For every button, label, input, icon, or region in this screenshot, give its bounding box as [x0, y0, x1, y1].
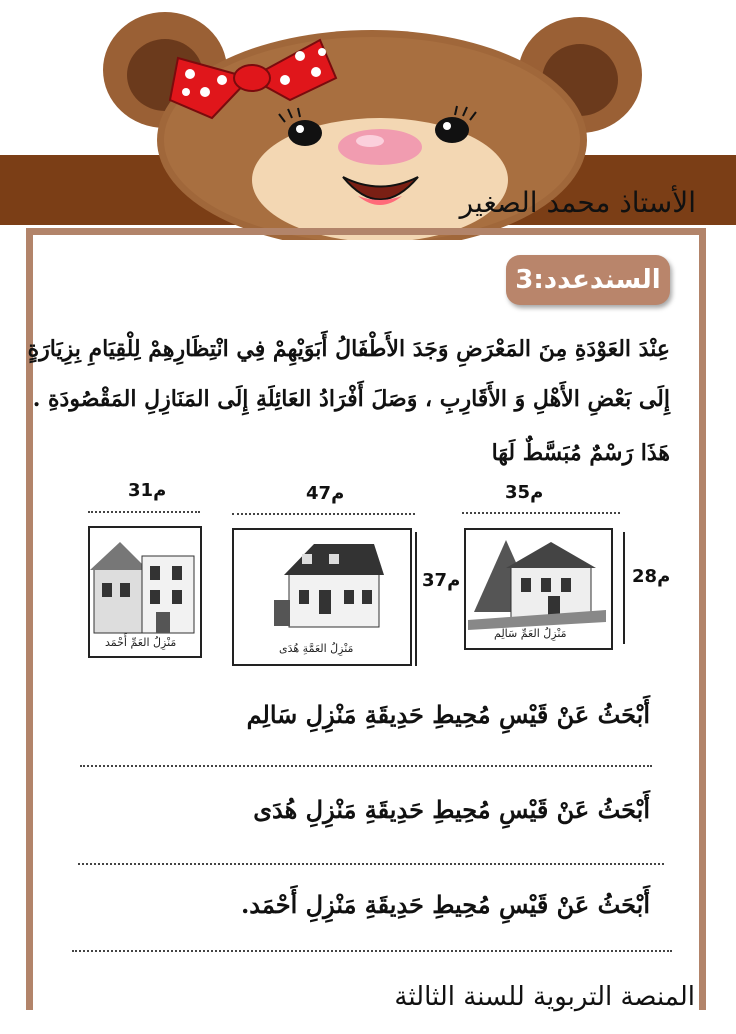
house-ahmed-width-line — [88, 511, 200, 513]
house-salem-height: 28م — [632, 566, 671, 587]
intro-text: هَذَا رَسْمٌ مُبَسَّطٌ لَهَا — [491, 440, 670, 466]
question-2: أَبْحَثُ عَنْ قَيْسِ مُحِيطِ حَدِيقَةِ مَنْزِلِ هُدَى — [253, 795, 650, 824]
house-ahmed-caption: مَنْزِلُ العَمِّ أَحْمَد — [105, 636, 177, 649]
answer-line-1[interactable] — [80, 765, 652, 767]
house-huda-height: 37م — [422, 570, 461, 591]
answer-line-2[interactable] — [78, 863, 664, 865]
question-1: أَبْحَثُ عَنْ قَيْسِ مُحِيطِ حَدِيقَةِ مَنْزِلِ سَالِم — [246, 700, 650, 729]
house-ahmed-image — [88, 526, 202, 658]
house-salem-caption: مَنْزِلُ العَمِّ سَالِم — [494, 627, 567, 640]
house-huda-width: 47م — [306, 483, 345, 504]
question-3: أَبْحَثُ عَنْ قَيْسِ مُحِيطِ حَدِيقَةِ مَنْزِلِ أَحْمَد. — [240, 890, 650, 919]
house-salem-width: 35م — [505, 482, 544, 503]
paragraph-line-1: عِنْدَ العَوْدَةِ مِنَ المَعْرَضِ وَجَدَ الأَطْفَالُ أَبَوَيْهِمْ فِي انْتِظَارِهِمْ لِلْقِيَامِ بِزِيَارَةٍ — [27, 336, 670, 362]
teacher-name: الأستاذ محمد الصغير — [459, 186, 696, 219]
document-label: السندعدد:3 — [506, 255, 670, 305]
footer-text: المنصة التربوية للسنة الثالثة — [394, 982, 695, 1012]
house-ahmed-width: 31م — [128, 480, 167, 501]
house-huda-image — [232, 528, 412, 666]
house-salem-width-line — [462, 512, 620, 514]
house-salem-image — [464, 528, 613, 650]
house-huda-caption: مَنْزِلُ العَمَّةِ هُدَى — [279, 642, 354, 655]
house-huda-width-line — [232, 513, 415, 515]
house-salem-height-line — [623, 532, 625, 644]
house-huda-height-line — [415, 532, 417, 666]
paragraph-line-2: إِلَى بَعْضِ الأَهْلِ وَ الأَقَارِبِ ، وَصَلَ أَفْرَادُ العَائِلَةِ إِلَى المَنَازِلِ المَقْصُودَةِ . — [32, 386, 670, 412]
answer-line-3[interactable] — [72, 950, 672, 952]
